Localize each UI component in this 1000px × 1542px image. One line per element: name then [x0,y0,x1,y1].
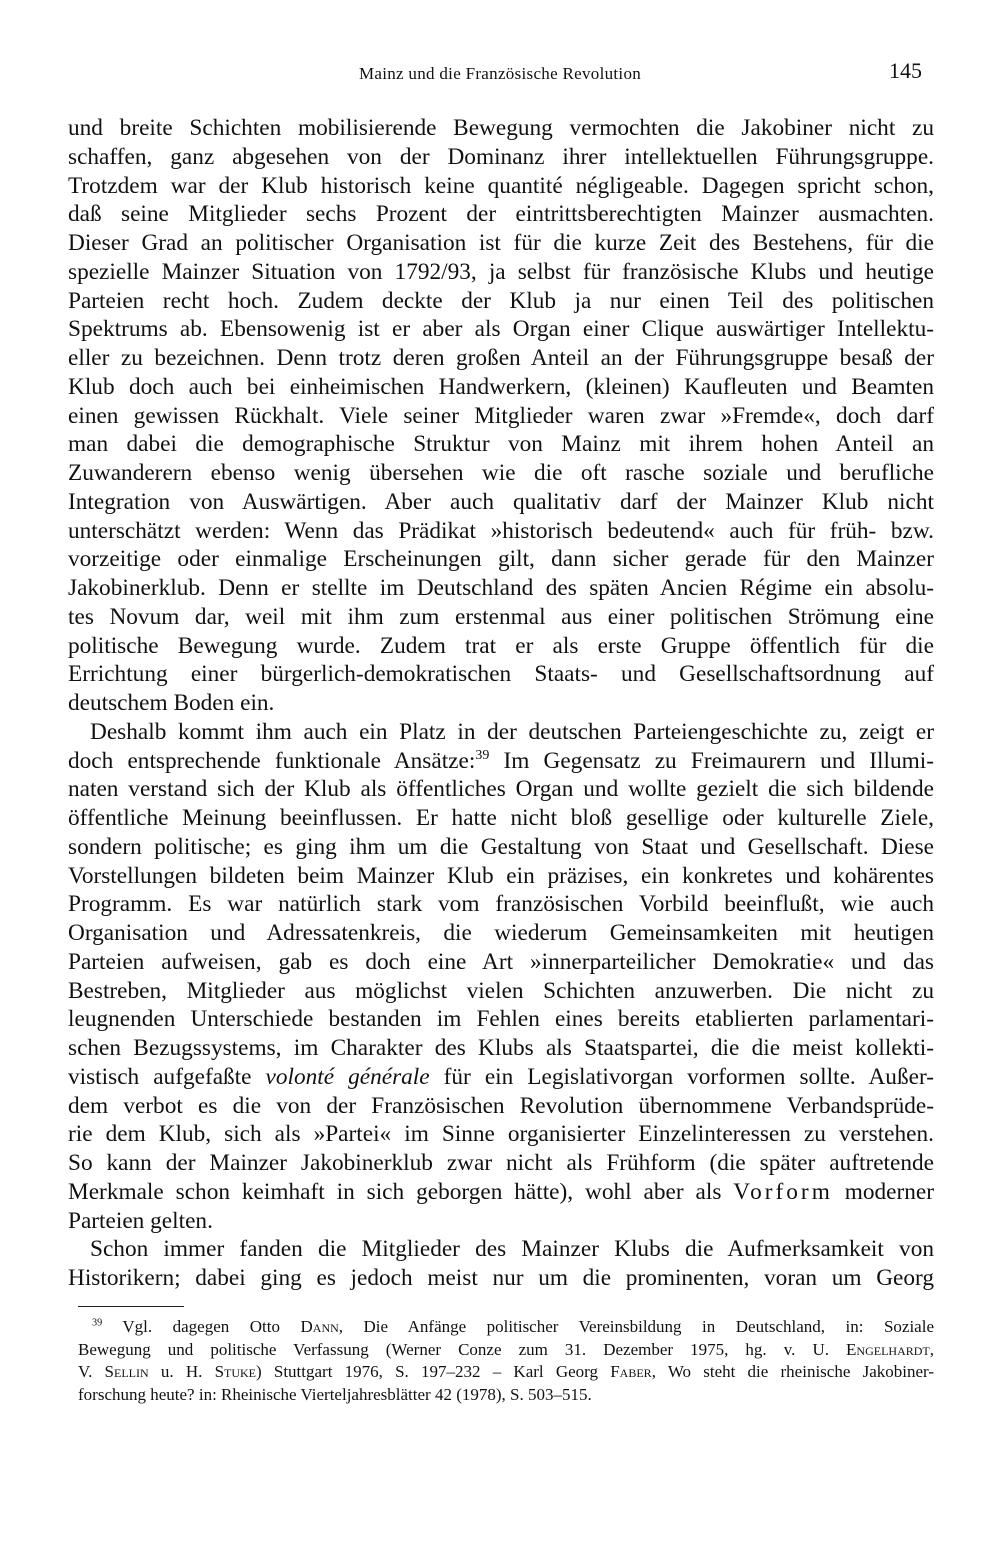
text-line: Dieser Grad an politischer Organisation ist für die kurze Zeit des Bestehens, für die [68,230,934,256]
text-line: daß seine Mitglieder sechs Prozent der eintrittsberechtigten Mainzer ausmachten. [68,201,934,228]
text-line: Programm. Es war natürlich stark vom französischen Vorbild beeinflußt, wie auch [68,891,934,918]
footnote-text: ) Stuttgart 1976, S. 197–232 – Karl Georg [256,1362,611,1381]
footnote-text: Vgl. dagegen Otto [102,1317,301,1336]
text-line: schen Bezugssystems, im Charakter des Klubs als Staatspartei, die die meist kollekti- [68,1035,934,1061]
text-line: dem verbot es die von der Französischen Revolution übernommene Verbandsprüde- [68,1092,934,1119]
text-line: vorzeitige oder einmalige Erscheinungen gilt, dann sicher gerade für den Mainzer [68,546,934,573]
text-line: Parteien aufweisen, gab es doch eine Art »innerparteilicher Demokratie« und das [68,948,934,975]
footnote-line: forschung heute? in: Rheinische Vierteljahresblätter 42 (1978), S. 503–515. [78,1384,592,1404]
text-line: man dabei die demographische Struktur von Mainz mit ihrem hohen Anteil an [68,431,934,458]
footnote-text: V. [78,1362,105,1381]
text-line: einen gewissen Rückhalt. Viele seiner Mitglieder waren zwar »Fremde«, doch darf [68,402,934,429]
text-line: deutschem Boden ein. [68,690,275,716]
body-text [68,114,934,1293]
text-line: Vorstellungen bildeten beim Mainzer Klub ein präzises, ein konkretes und kohärentes [68,862,934,889]
text-line: leugnenden Unterschiede bestanden im Fehlen eines bereits etablierten parlamentari- [68,1006,934,1033]
text-line: öffentliche Meinung beeinflussen. Er hatte nicht bloß gesellige oder kulturelle Ziele, [68,805,934,831]
text-line: naten verstand sich der Klub als öffentliches Organ und wollte gezielt die sich bildende [68,776,934,803]
text-line: Zuwanderern ebenso wenig übersehen wie die oft rasche soziale und berufliche [68,460,934,486]
footnote-text: Bewegung und politische Verfassung (Werner Conze zum 31. Dezember 1975, hg. v. U. [78,1339,847,1359]
footnote-text: , Wo steht die rheinische Jakobiner- [651,1362,934,1381]
footnote-ref: 39 [475,747,490,763]
text-line: So kann der Mainzer Jakobinerklub zwar nicht als Frühform (die später auftretende [68,1150,934,1176]
text-line: Parteien recht hoch. Zudem deckte der Klub ja nur einen Teil des politischen [68,287,934,314]
text-line: Schon immer fanden die Mitglieder des Mainzer Klubs die Aufmerksamkeit von [90,1236,934,1263]
text-line: Parteien gelten. [68,1207,213,1234]
text-line: spezielle Mainzer Situation von 1792/93, ja selbst für französische Klubs und heutige [68,258,934,285]
text-run: vistisch aufgefaßte [68,1063,266,1090]
text-line: Historikern; dabei ging es jedoch meist nur um die prominenten, voran um Georg [68,1265,934,1291]
text-line: Spektrums ab. Ebensowenig ist er aber als Organ einer Clique auswärtiger Intellektu- [68,316,934,343]
footnote-rule [78,1306,184,1307]
footnote-text: , [929,1339,934,1359]
running-title: Mainz und die Französische Revolution [358,64,642,83]
footnote-text: , Die Anfänge politischer Vereinsbildung in Deutschland, in: Soziale [338,1317,934,1336]
footnote-line [78,1339,934,1362]
text-line: politische Bewegung wurde. Zudem trat er als erste Gruppe öffentlich für die [68,632,934,659]
text-run: Im Gegensatz zu Freimaurern und Illumi- [489,747,934,774]
footnote-line [78,1316,934,1339]
text-line [68,747,934,776]
author-name: Faber [610,1362,652,1381]
text-run: moderner [832,1178,934,1205]
author-name: Dann [300,1317,339,1336]
italic-term: volonté générale [265,1063,430,1090]
text-line: tes Novum dar, weil mit ihm zum erstenmal aus einer politischen Strömung eine [68,603,934,630]
spaced-term: Vorform [733,1178,833,1205]
footnote-text: u. H. [148,1362,215,1381]
text-line: Integration von Auswärtigen. Aber auch qualitativ darf der Mainzer Klub nicht [68,488,934,515]
text-line [68,1178,934,1207]
running-head [0,58,1000,88]
text-line: schaffen, ganz abgesehen von der Dominanz ihrer intellektuellen Führungsgruppe. [68,143,934,170]
footnote-marker: 39 [92,1317,103,1329]
text-line: Errichtung einer bürgerlich-demokratischen Staats- und Gesellschaftsordnung auf [68,661,934,688]
author-name: Sellin [104,1362,149,1381]
author-name: Stuke [214,1362,257,1381]
text-line: und breite Schichten mobilisierende Bewegung vermochten die Jakobiner nicht zu [68,115,934,141]
text-line: eller zu bezeichnen. Denn trotz deren großen Anteil an der Führungsgruppe besaß der [68,345,934,371]
text-line: Deshalb kommt ihm auch ein Platz in der deutschen Parteiengeschichte zu, zeigt er [90,718,934,745]
text-line: Organisation und Adressatenkreis, die wiederum Gemeinsamkeiten mit heutigen [68,920,934,946]
footnote-line [78,1361,934,1384]
text-line: sondern politische; es ging ihm um die Gestaltung von Staat und Gesellschaft. Diese [68,833,934,860]
text-line: Bestreben, Mitglieder aus möglichst vielen Schichten anzuwerben. Die nicht zu [68,977,934,1004]
text-line: rie dem Klub, sich als »Partei« im Sinne organisierter Einzelinteressen zu verstehen. [68,1121,934,1148]
text-run: für ein Legislativorgan vorformen sollte. Außer- [429,1063,934,1090]
text-line: Jakobinerklub. Denn er stellte im Deutschland des späten Ancien Régime ein absolu- [68,575,934,601]
footnotes [78,1316,934,1406]
text-line [68,1063,934,1092]
text-line: Klub doch auch bei einheimischen Handwerkern, (kleinen) Kaufleuten und Beamten [68,373,934,400]
text-run: doch entsprechende funktionale Ansätze: [68,747,476,774]
page-number: 145 [889,58,922,83]
text-line: unterschätzt werden: Wenn das Prädikat »historisch bedeutend« auch für früh- bzw. [68,517,934,544]
text-line: Trotzdem war der Klub historisch keine quantité négligeable. Dagegen spricht schon, [68,172,934,199]
text-run: Merkmale schon keimhaft in sich geborgen hätte), wohl aber als [68,1178,734,1205]
author-name: Engelhardt [846,1339,930,1359]
